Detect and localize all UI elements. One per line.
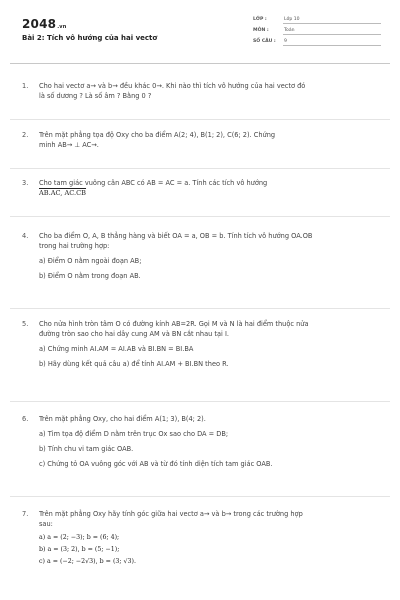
problem-text: đường tròn sao cho hai dây cung AM và BN cắt nhau tại I. — [39, 330, 229, 338]
problem-7 — [22, 509, 382, 567]
sub-question: b) Điểm O nằm trong đoạn AB. — [39, 272, 141, 280]
problem-2 — [22, 130, 382, 150]
meta-value: Toán — [283, 27, 381, 35]
problem-divider — [10, 496, 390, 497]
problem-text: Trên mặt phẳng Oxy, cho hai điểm A(1; 3), B(4; 2). — [39, 415, 206, 423]
problem-number: 4. — [22, 232, 29, 240]
problem-text: Cho tam giác vuông cân ABC có AB = AC = a. Tính các tích vô hướng — [39, 179, 268, 187]
problem-formula: AB.AC, AC.CB — [39, 189, 87, 197]
sub-question: b) Hãy dùng kết quả câu a) để tính AI.AM + BI.BN theo R. — [39, 360, 229, 368]
problem-divider — [10, 168, 390, 169]
problem-3 — [22, 178, 382, 198]
meta-question-count — [253, 38, 381, 46]
header-divider — [10, 63, 390, 64]
meta-value: 9 — [283, 38, 381, 46]
meta-panel — [253, 16, 381, 49]
problem-5 — [22, 319, 382, 369]
problem-text: Cho ba điểm O, A, B thẳng hàng và biết OA = a, OB = b. Tính tích vô hướng OA.OB — [39, 232, 313, 240]
problem-text: Cho nửa hình tròn tâm O có đường kính AB=2R. Gọi M và N là hai điểm thuộc nửa — [39, 320, 309, 328]
problem-text: là số dương ? Là số âm ? Bằng 0 ? — [39, 92, 152, 100]
page-title: Bài 2: Tích vô hướng của hai vectơ — [22, 34, 158, 42]
problem-divider — [10, 216, 390, 217]
meta-value: Lớp 10 — [283, 16, 381, 24]
meta-label: MÔN : — [253, 28, 269, 33]
problem-number: 6. — [22, 415, 29, 423]
problem-divider — [10, 308, 390, 309]
formula-b: b) a = (3; 2), b = (5; −1); — [39, 546, 120, 553]
problem-number: 7. — [22, 510, 29, 518]
meta-label: LỚP : — [253, 17, 267, 22]
sub-question: c) Chứng tỏ OA vuông góc với AB và từ đó tính diện tích tam giác OAB. — [39, 460, 273, 468]
meta-label: SỐ CÂU : — [253, 39, 276, 44]
sub-question: b) Tính chu vi tam giác OAB. — [39, 445, 134, 453]
sub-question: a) Điểm O nằm ngoài đoạn AB; — [39, 257, 142, 265]
sub-question: a) Chứng minh AI.AM = AI.AB và BI.BN = BI.BA — [39, 345, 194, 353]
problem-text: Trên mặt phẳng tọa độ Oxy cho ba điểm A(2; 4), B(1; 2), C(6; 2). Chứng — [39, 131, 276, 139]
problem-4 — [22, 231, 382, 281]
meta-subject — [253, 27, 381, 35]
problem-divider — [10, 401, 390, 402]
problem-text: Cho hai vectơ a→ và b→ đều khác 0→. Khi nào thì tích vô hướng của hai vectơ đó — [39, 82, 306, 90]
site-logo[interactable]: 2048.vn — [22, 17, 67, 31]
problem-6 — [22, 414, 382, 469]
problem-text: trong hai trường hợp: — [39, 242, 110, 250]
problem-number: 1. — [22, 82, 29, 90]
problem-number: 2. — [22, 131, 29, 139]
problem-1 — [22, 81, 382, 101]
problem-number: 3. — [22, 179, 29, 187]
problem-text: minh AB→ ⊥ AC→. — [39, 141, 99, 149]
problem-divider — [10, 119, 390, 120]
formula-c: c) a = (−2; −2√3), b = (3; √3). — [39, 558, 137, 565]
sub-question: a) Tìm tọa độ điểm D nằm trên trục Ox sao cho DA = DB; — [39, 430, 229, 438]
meta-class — [253, 16, 381, 24]
formula-a: a) a = (2; −3); b = (6; 4); — [39, 534, 120, 541]
problem-text: Trên mặt phẳng Oxy hãy tính góc giữa hai vectơ a→ và b→ trong các trường hợp — [39, 510, 303, 518]
problem-number: 5. — [22, 320, 29, 328]
problem-text: sau: — [39, 520, 53, 528]
